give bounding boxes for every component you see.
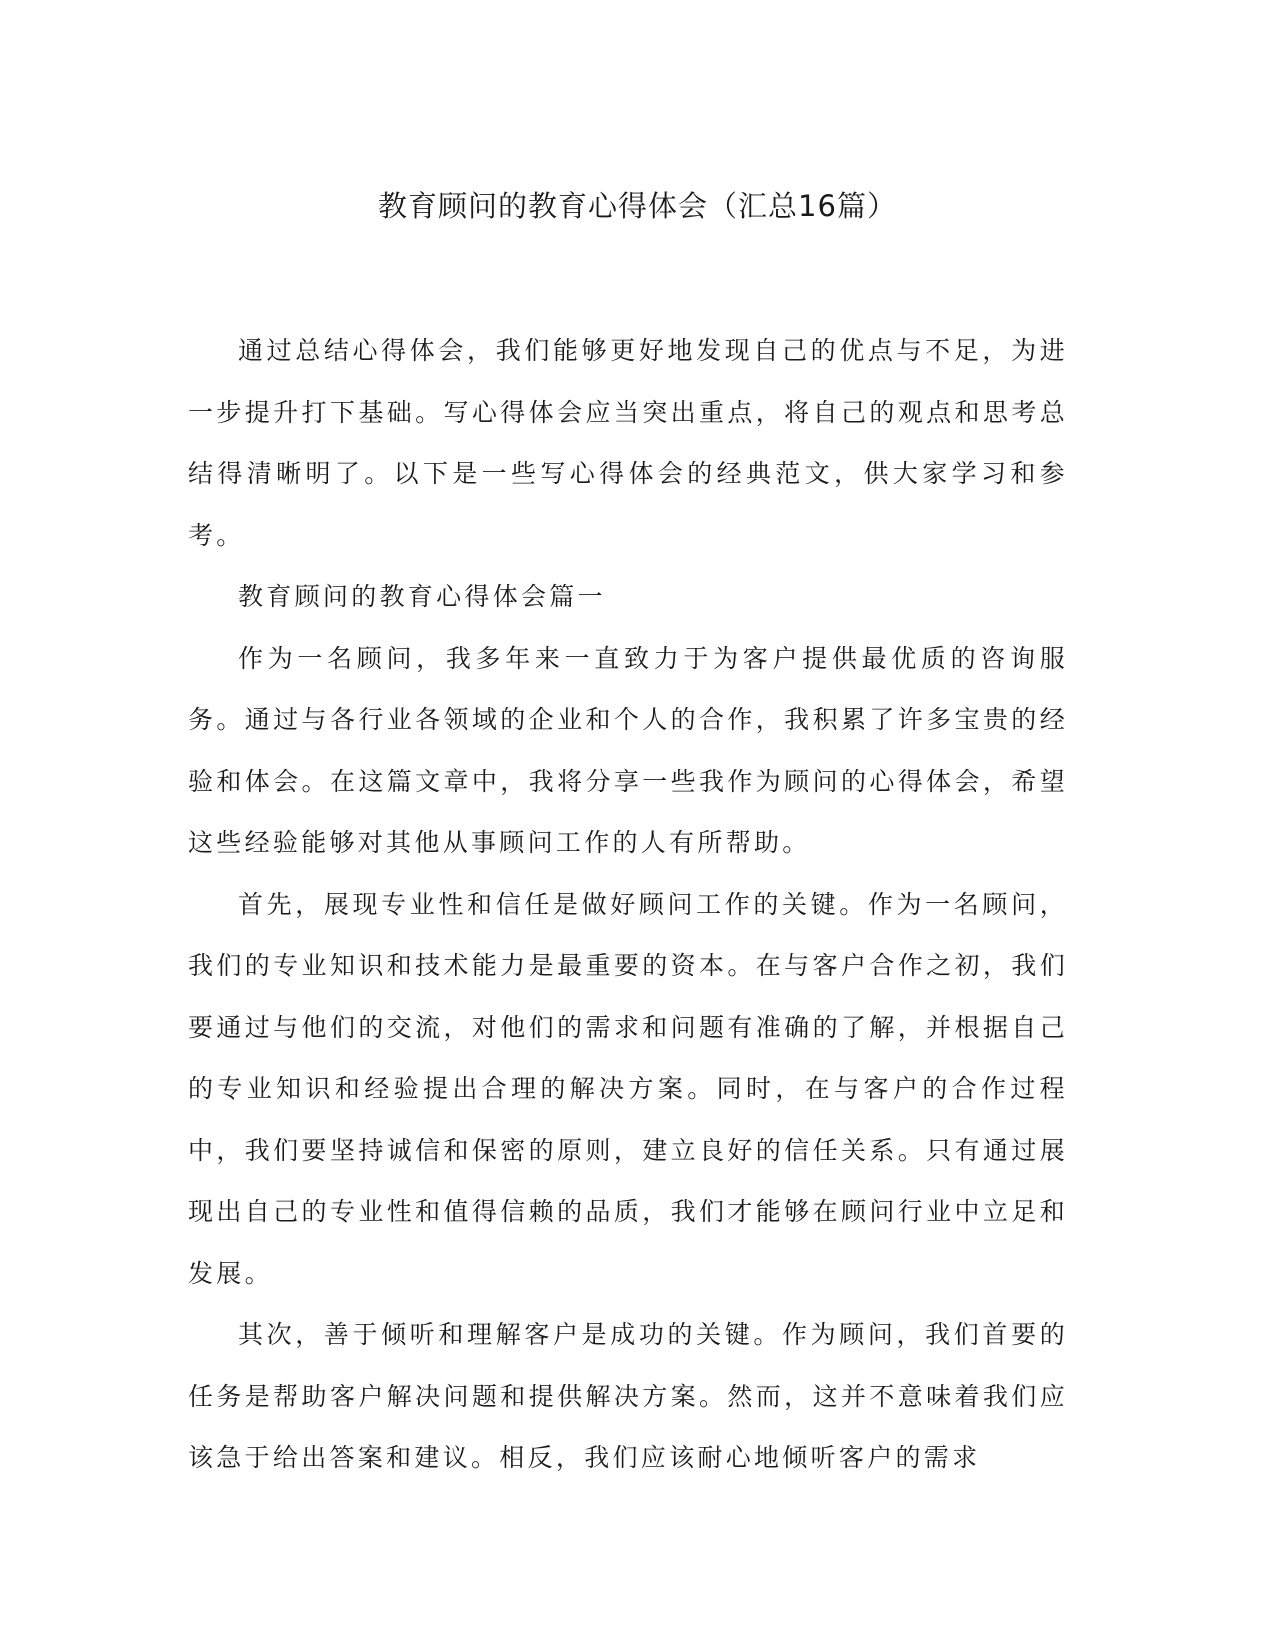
section-heading: 教育顾问的教育心得体会篇一 [238,582,606,611]
body-paragraph-2: 首先，展现专业性和信任是做好顾问工作的关键。作为一名顾问，我们的专业知识和技术能力是最重要的资本。在与客户合作之初，我们要通过与他们的交流，对他们的需求和问题有准确的了解，并根据自己的专业知识和经验提出合理的解决方案。同时，在与客户的合作过程中，我们要坚持诚信和保密的原则，建立良好的信任关系。只有通过展现出自己的专业性和值得信赖的品质，我们才能够在顾问行业中立足和发展。 [188,889,1068,1288]
intro-paragraph: 通过总结心得体会，我们能够更好地发现自己的优点与不足，为进一步提升打下基础。写心得体会应当突出重点，将自己的观点和思考总结得清晰明了。以下是一些写心得体会的经典范文，供大家学习和参考。 [188,336,1068,550]
document-body [188,320,1068,1489]
body-paragraph-1: 作为一名顾问，我多年来一直致力于为客户提供最优质的咨询服务。通过与各行业各领域的企业和个人的合作，我积累了许多宝贵的经验和体会。在这篇文章中，我将分享一些我作为顾问的心得体会，希望这些经验能够对其他从事顾问工作的人有所帮助。 [188,643,1068,857]
body-paragraph-3: 其次，善于倾听和理解客户是成功的关键。作为顾问，我们首要的任务是帮助客户解决问题和提供解决方案。然而，这并不意味着我们应该急于给出答案和建议。相反，我们应该耐心地倾听客户的需求 [188,1320,1068,1472]
document-title: 教育顾问的教育心得体会（汇总16篇） [378,189,897,223]
